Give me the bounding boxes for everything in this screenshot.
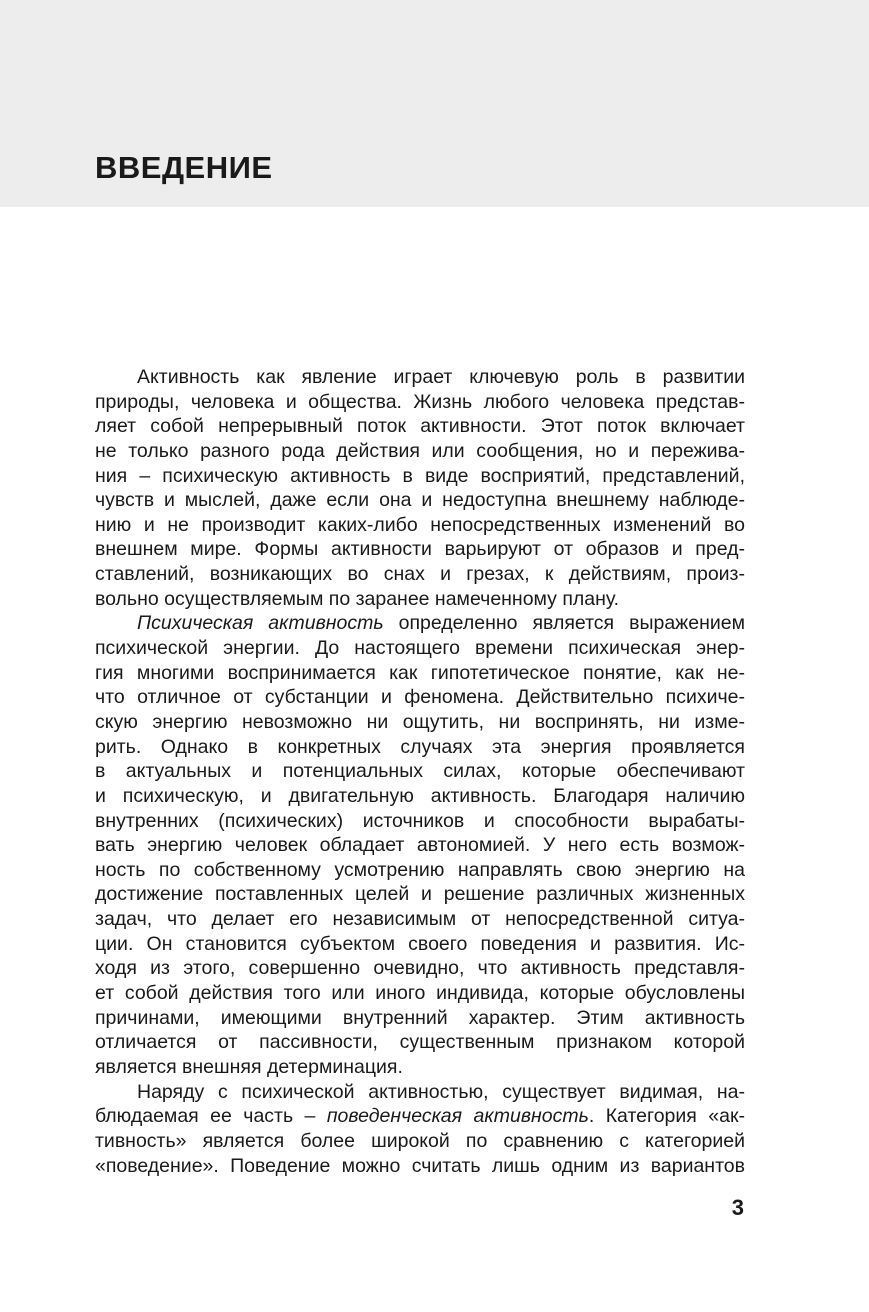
text-line (95, 611, 745, 636)
text-line: в актуальных и потенциальных силах, которые обеспечивают (95, 760, 745, 783)
text-line: ляет собой непрерывный поток активности. Этот поток включает (95, 415, 745, 438)
text-span: . Категория «ак- (588, 1105, 745, 1128)
text-span: блюдаемая ее часть – (95, 1105, 327, 1128)
text-line: внутренних (психических) источников и способности вырабаты- (95, 809, 745, 832)
text-line: вольно осуществляемым по заранее намеченному плану. (95, 587, 620, 610)
text-line: ния – психическую активность в виде восприятий, представлений, (95, 464, 745, 487)
text-line: Наряду с психической активностью, существует видимая, на- (137, 1080, 745, 1103)
text-line: чувств и мыслей, даже если она и недоступна внешнему наблюде- (95, 489, 745, 512)
text-line: нию и не производит каких-либо непосредственных изменений во (95, 513, 745, 536)
text-line: рить. Однако в конкретных случаях эта энергия проявляется (95, 735, 745, 758)
text-line: скую энергию невозможно ни ощутить, ни воспринять, ни изме- (95, 710, 745, 733)
text-line: психической энергии. До настоящего времени психическая энер- (95, 637, 745, 660)
text-line: причинами, имеющими внутренний характер. Этим активность (95, 1006, 745, 1029)
text-line: ставлений, возникающих во снах и грезах, к действиям, произ- (95, 563, 745, 586)
text-span: определенно является выражением (383, 612, 745, 635)
text-line: ции. Он становится субъектом своего поведения и развития. Ис- (95, 932, 745, 955)
text-line: является внешняя детерминация. (95, 1055, 403, 1078)
text-line: ет собой действия того или иного индивида, которые обусловлены (95, 982, 745, 1005)
italic-term: Психическая активность (137, 612, 384, 635)
text-line: вать энергию человек обладает автономией. У него есть возмож- (95, 834, 745, 857)
text-line: отличается от пассивности, существенным признаком которой (95, 1031, 745, 1054)
text-line: что отличное от субстанции и феномена. Действительно психиче- (95, 686, 745, 709)
text-line: внешнем мире. Формы активности варьируют от образов и пред- (95, 538, 745, 561)
text-line: задач, что делает его независимым от непосредственной ситуа- (95, 908, 745, 931)
italic-term: поведенческая активность (326, 1105, 589, 1128)
page-number: 3 (731, 1195, 744, 1220)
body-text (95, 365, 745, 1178)
text-line: природы, человека и общества. Жизнь любого человека представ- (95, 390, 745, 413)
text-line: ность по собственному усмотрению направлять свою энергию на (95, 858, 745, 881)
text-line (95, 1104, 745, 1129)
text-line: и психическую, и двигательную активность. Благодаря наличию (95, 784, 745, 807)
text-line: тивность» является более широкой по сравнению с категорией (95, 1129, 745, 1152)
text-line: достижение поставленных целей и решение различных жизненных (95, 883, 745, 906)
text-line: гия многими воспринимается как гипотетическое понятие, как не- (95, 661, 745, 684)
text-line: не только разного рода действия или сообщения, но и пережива- (95, 439, 745, 462)
text-line: ходя из этого, совершенно очевидно, что активность представля- (95, 957, 745, 980)
chapter-title: ВВЕДЕНИЕ (95, 150, 273, 185)
text-line: «поведение». Поведение можно считать лишь одним из вариантов (95, 1154, 745, 1177)
text-line: Активность как явление играет ключевую роль в развитии (137, 366, 745, 388)
